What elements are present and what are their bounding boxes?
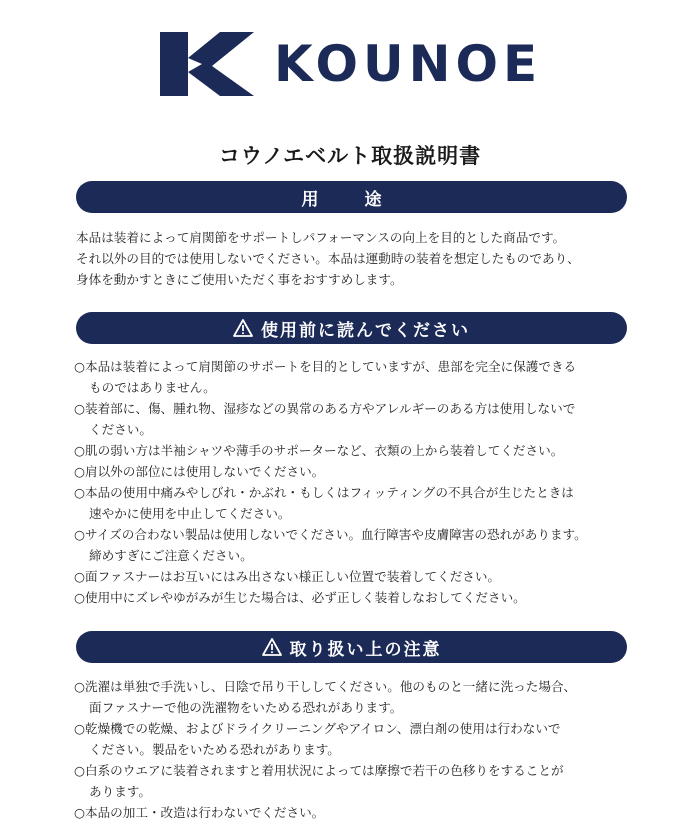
section-heading-handling (76, 631, 627, 663)
text-line: それ以外の目的では使用しないでください。本品は運動時の装着を想定したものであり、 (76, 251, 580, 266)
list-item: ○肌の弱い方は半袖シャツや薄手のサポーターなど、衣類の上から装着してください。 (74, 443, 564, 458)
text-line: 本品は装着によって肩関節をサポートしパフォーマンスの向上を目的とした商品です。 (76, 230, 566, 245)
section-heading-purpose (76, 181, 627, 213)
list-item: ○本品は装着によって肩関節のサポートを目的としていますが、患部を完全に保護できる ものではありません。 (74, 359, 577, 395)
list-item: ○洗濯は単独で手洗いし、日陰で吊り干ししてください。他のものと一緒に洗った場合、 面ファスナーで他の洗濯物をいためる恐れがあります。 (74, 679, 577, 715)
document-title: コウノエベルト取扱説明書 (218, 144, 482, 168)
list-item: ○肩以外の部位には使用しないでください。 (74, 464, 325, 479)
text-line: 身体を動かすときにご使用いただく事をおすすめします。 (76, 272, 403, 287)
list-item: ○装着部に、傷、腫れ物、湿疹などの異常のある方やアレルギーのある方は使用しないで ください。 (74, 401, 576, 437)
k-logo-icon (158, 28, 258, 100)
before-use-list (74, 356, 644, 608)
list-item: ○乾燥機での乾燥、およびドライクリーニングやアイロン、漂白剤の使用は行わないで ください。製品をいためる恐れがあります。 (74, 721, 561, 757)
warning-icon (233, 319, 253, 337)
brand-name: KOUNOE (274, 35, 543, 93)
list-item: ○白系のウエアに装着されますと着用状況によっては摩擦で若干の色移りをすることが あります。 (74, 763, 564, 799)
section-heading-before-use (76, 312, 627, 344)
section-heading-label: 使用前に読んでください (261, 320, 470, 341)
list-item: ○本品の加工・改造は行わないでください。 (74, 805, 325, 820)
list-item: ○使用中にズレやゆがみが生じた場合は、必ず正しく装着しなおしてください。 (74, 590, 526, 605)
warning-icon (262, 638, 282, 656)
purpose-text (76, 227, 636, 290)
section-heading-label: 取り扱い上の注意 (289, 639, 442, 660)
list-item: ○本品の使用中痛みやしびれ・かぶれ・もしくはフィッティングの不具合が生じたときは 速やかに使用を中止してください。 (74, 485, 574, 521)
handling-list (74, 676, 644, 823)
section-heading-label: 用 途 (301, 189, 402, 210)
brand-logo (158, 26, 548, 102)
list-item: ○サイズの合わない製品は使用しないでください。血行障害や皮膚障害の恐れがあります。 締めすぎにご注意ください。 (74, 527, 587, 563)
list-item: ○面ファスナーはお互いにはみ出さない様正しい位置で装着してください。 (74, 569, 501, 584)
